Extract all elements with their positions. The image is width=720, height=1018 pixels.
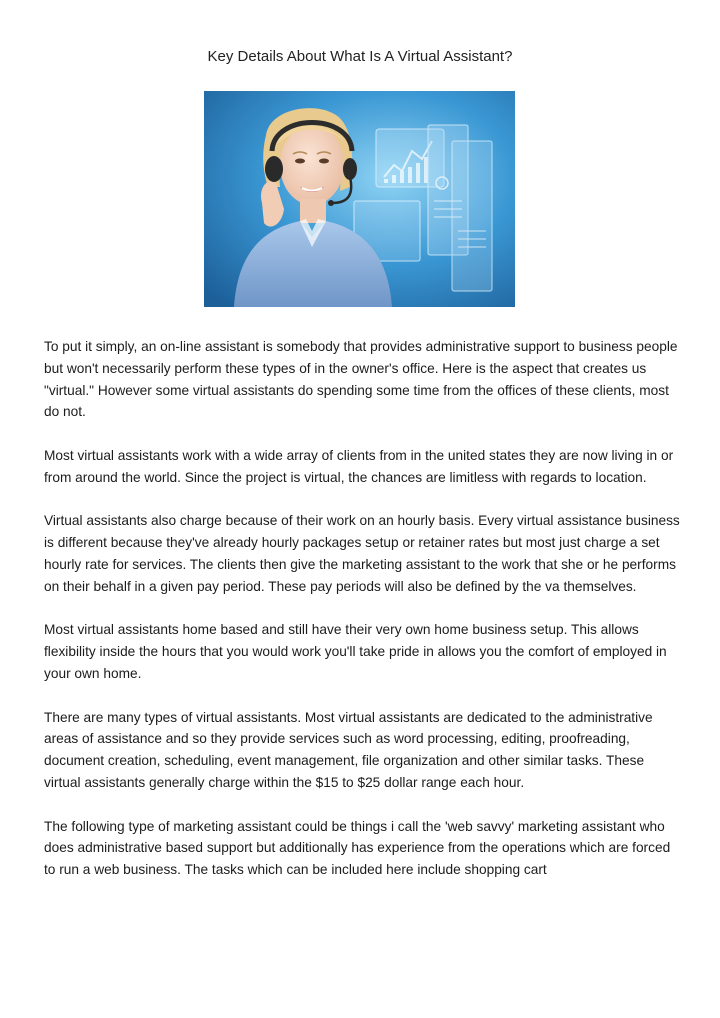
page-title: Key Details About What Is A Virtual Assistant?	[207, 48, 513, 65]
paragraph-6: The following type of marketing assistant could be things i call the 'web savvy' marketing assistant who does administrative based support but additionally has experience from the operations which are forced to run a web business. The tasks which can be included here include shopping cart	[44, 818, 671, 878]
paragraph-4: Most virtual assistants home based and still have their very own home business setup. This allows flexibility inside the hours that you would work you'll take pride in allows you the comfort of employed in your own home.	[44, 622, 667, 681]
paragraph-1: To put it simply, an on-line assistant is somebody that provides administrative support to business people but won't necessarily perform these types of in the owner's office. Here is the aspect that creates us "virtual." However some virtual assistants do spending some time from the offices of these clients, most do not.	[44, 339, 678, 420]
virtual-assistant-photo	[204, 91, 515, 307]
paragraph-2: Most virtual assistants work with a wide array of clients from in the united states they are now living in or from around the world. Since the project is virtual, the chances are limitless with regards to location.	[44, 447, 674, 485]
paragraph-5: There are many types of virtual assistants. Most virtual assistants are dedicated to the administrative areas of assistance and so they provide services such as word processing, editing, proofreading, document creation, scheduling, event management, file organization and other similar tasks. These virtual assistants generally charge within the $15 to $25 dollar range each hour.	[44, 709, 653, 790]
article-body	[44, 336, 684, 903]
paragraph-3: Virtual assistants also charge because of their work on an hourly basis. Every virtual assistance business is different because they've already hourly packages setup or retainer rates but most just charge a set hourly rate for services. The clients then give the marketing assistant to the work that she or he performs on their behalf in a given pay period. These pay periods will also be defined by the va themselves.	[44, 513, 680, 594]
photo-illustration	[204, 91, 515, 307]
